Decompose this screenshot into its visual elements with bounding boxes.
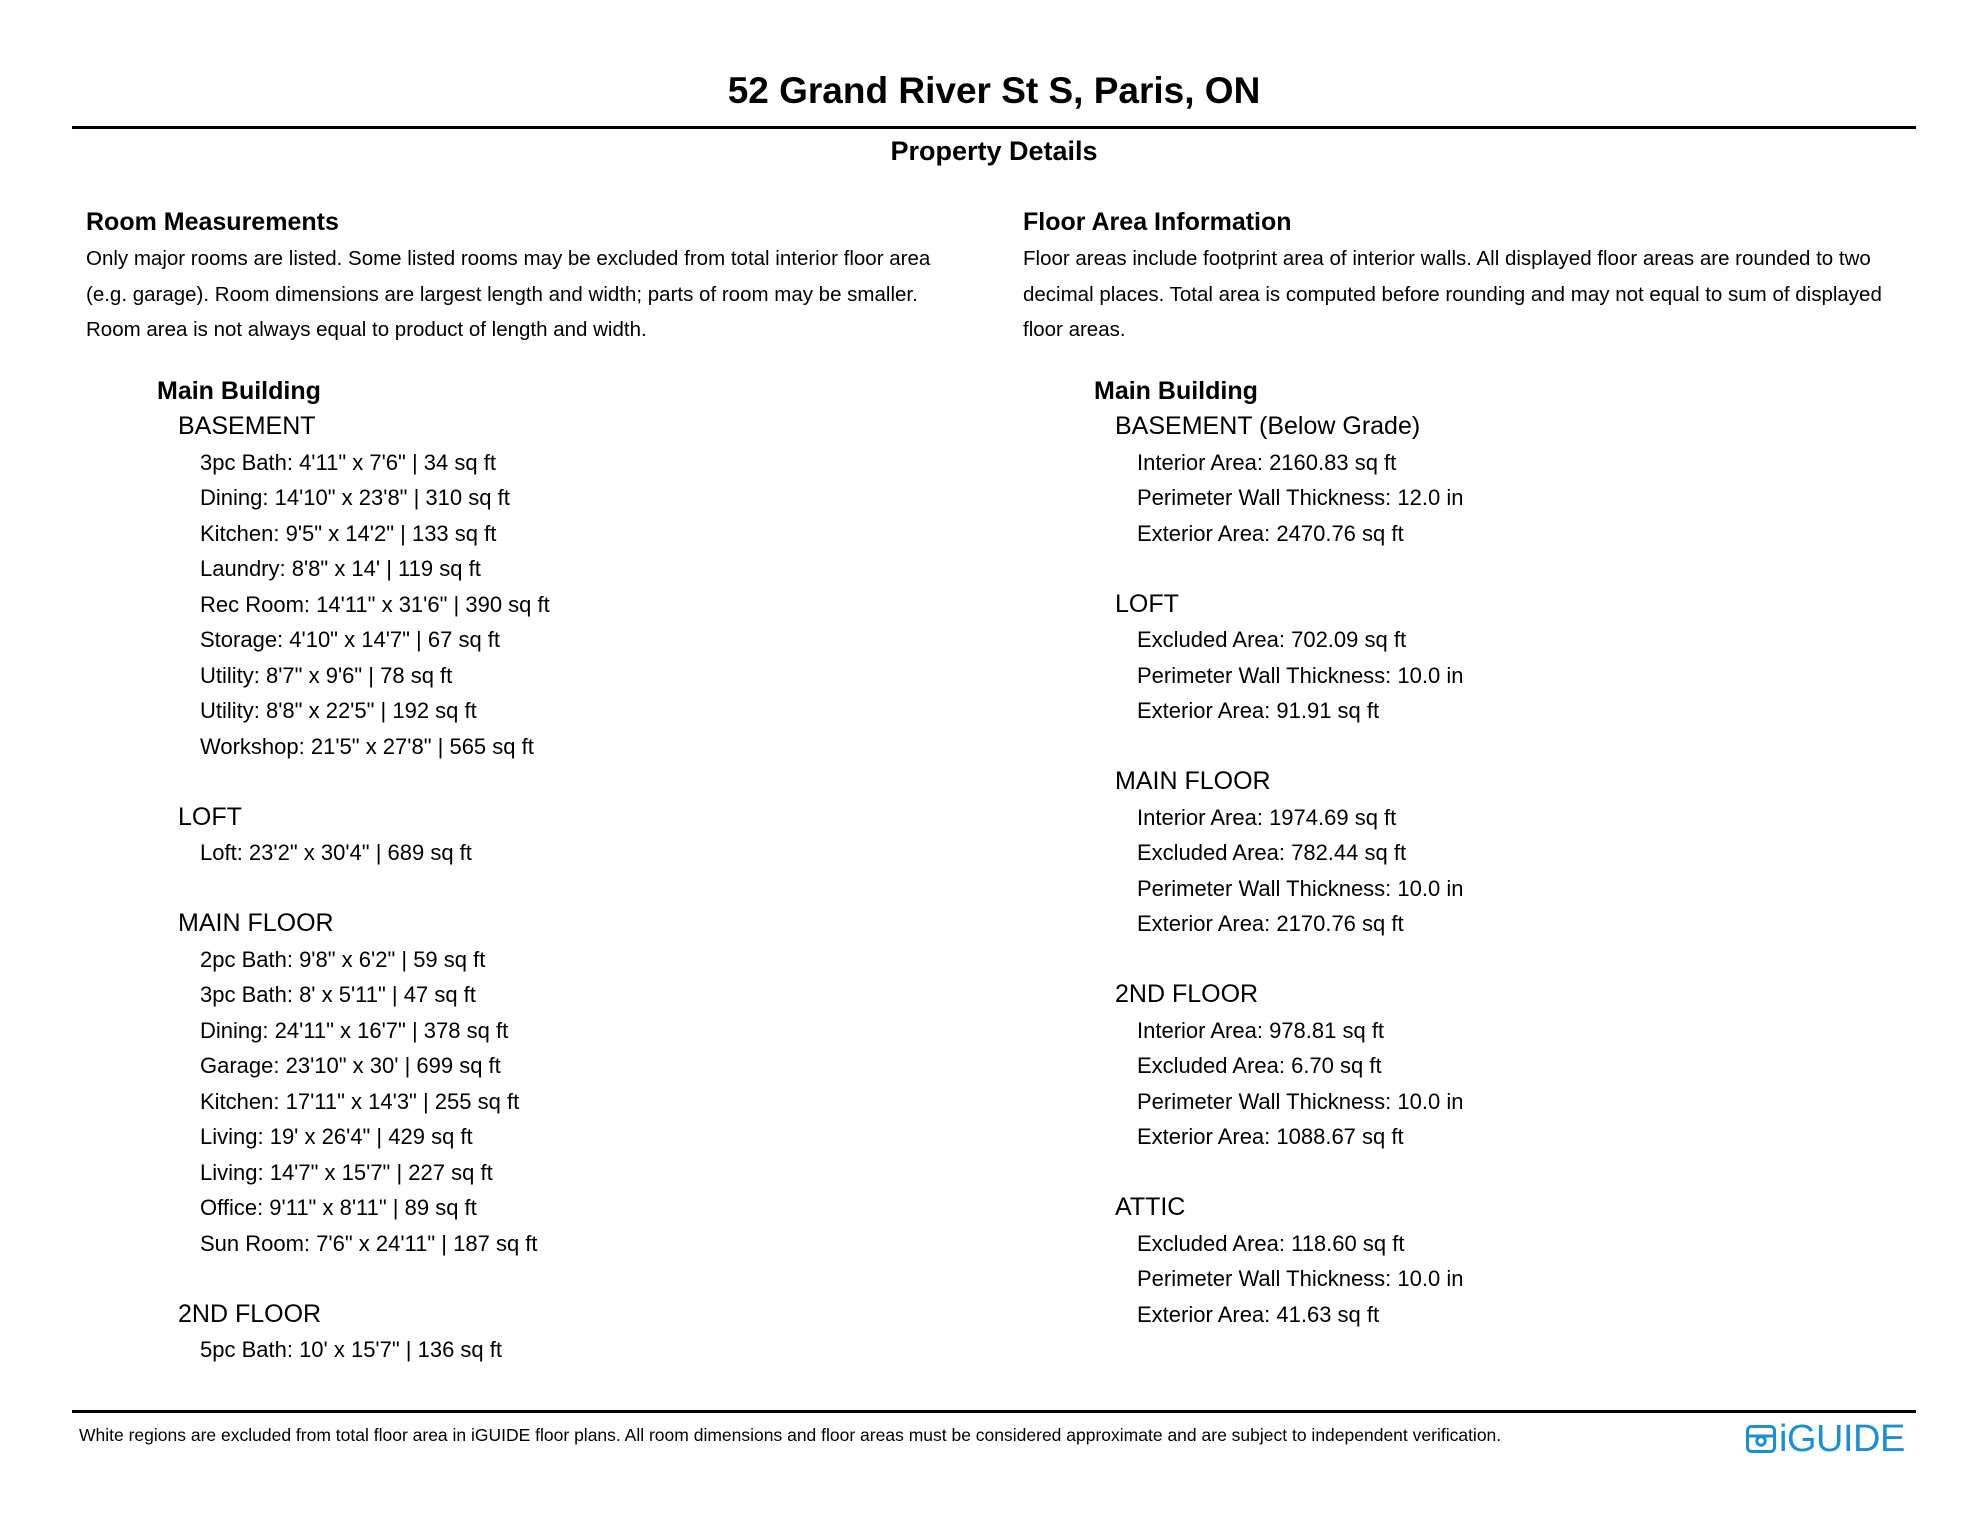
room-entry: Office: 9'11" x 8'11" | 89 sq ft	[200, 1195, 477, 1220]
floor-title: 2ND FLOOR	[178, 1299, 322, 1328]
room-measurements-heading: Room Measurements	[86, 208, 339, 236]
description-line: Room area is not always equal to product of length and width.	[86, 318, 647, 341]
area-entry: Perimeter Wall Thickness: 12.0 in	[1137, 485, 1464, 510]
room-measurements-section	[86, 204, 986, 1368]
room-entry: Garage: 23'10" x 30' | 699 sq ft	[200, 1053, 501, 1078]
area-entry: Exterior Area: 2470.76 sq ft	[1137, 520, 1404, 546]
area-entry: Interior Area: 978.81 sq ft	[1137, 1017, 1385, 1043]
description-line: (e.g. garage). Room dimensions are largest length and width; parts of room may be smaller.	[86, 282, 918, 306]
floor-title: 2ND FLOOR	[1115, 980, 1259, 1008]
floor-group-main-floor	[178, 906, 986, 1261]
room-building	[157, 373, 986, 1368]
footer-disclaimer: White regions are excluded from total floor area in iGUIDE floor plans. All room dimensions and floor areas must be considered approximate and are subject to independent verification.	[79, 1425, 1502, 1445]
floor-area-heading: Floor Area Information	[1023, 208, 1292, 236]
building-title: Main Building	[157, 377, 321, 405]
iguide-logo	[1745, 1417, 1905, 1461]
area-group-2nd-floor	[1115, 977, 1928, 1155]
room-entry: Rec Room: 14'11" x 31'6" | 390 sq ft	[200, 591, 550, 617]
room-entry: Living: 19' x 26'4" | 429 sq ft	[200, 1124, 473, 1149]
area-entry: Perimeter Wall Thickness: 10.0 in	[1137, 1088, 1464, 1114]
room-entry: 2pc Bath: 9'8" x 6'2" | 59 sq ft	[200, 946, 486, 972]
room-entry: Storage: 4'10" x 14'7" | 67 sq ft	[200, 627, 501, 652]
area-group-main-floor	[1115, 764, 1928, 942]
floor-title: LOFT	[178, 802, 242, 831]
area-entry: Interior Area: 2160.83 sq ft	[1137, 449, 1397, 475]
area-group-loft	[1115, 587, 1928, 729]
area-entry: Perimeter Wall Thickness: 10.0 in	[1137, 1266, 1464, 1291]
area-group-basement	[1115, 409, 1928, 551]
area-entry: Exterior Area: 1088.67 sq ft	[1137, 1124, 1404, 1149]
area-entry: Exterior Area: 2170.76 sq ft	[1137, 911, 1404, 936]
area-entry: Perimeter Wall Thickness: 10.0 in	[1137, 875, 1464, 901]
floor-title: ATTIC	[1115, 1193, 1186, 1221]
room-entry: Kitchen: 9'5" x 14'2" | 133 sq ft	[200, 520, 497, 546]
building-title: Main Building	[1094, 377, 1258, 405]
floor-title: BASEMENT	[178, 412, 316, 440]
room-entry: Living: 14'7" x 15'7" | 227 sq ft	[200, 1159, 493, 1185]
header-divider	[72, 126, 1916, 129]
floor-group-loft	[178, 800, 986, 871]
footer-divider	[72, 1410, 1916, 1413]
page-title: 52 Grand River St S, Paris, ON	[727, 70, 1261, 111]
room-entry: 3pc Bath: 4'11" x 7'6" | 34 sq ft	[200, 449, 496, 475]
page-subtitle: Property Details	[890, 136, 1098, 166]
floor-area-section	[1023, 204, 1928, 1332]
area-entry: Excluded Area: 6.70 sq ft	[1137, 1053, 1382, 1078]
area-building	[1094, 373, 1928, 1332]
floor-title: BASEMENT (Below Grade)	[1115, 412, 1421, 440]
floor-title: MAIN FLOOR	[1115, 767, 1271, 795]
area-entry: Exterior Area: 91.91 sq ft	[1137, 698, 1380, 723]
room-entry: Loft: 23'2" x 30'4" | 689 sq ft	[200, 840, 472, 865]
description-line: decimal places. Total area is computed before rounding and may not equal to sum of displayed	[1023, 282, 1882, 306]
area-entry: Excluded Area: 702.09 sq ft	[1137, 627, 1407, 652]
floor-group-2nd-floor	[178, 1297, 986, 1368]
logo-text: iGUIDE	[1779, 1418, 1905, 1460]
area-entry: Exterior Area: 41.63 sq ft	[1137, 1301, 1380, 1327]
area-entry: Excluded Area: 118.60 sq ft	[1137, 1230, 1405, 1256]
room-entry: Sun Room: 7'6" x 24'11" | 187 sq ft	[200, 1230, 538, 1256]
description-line: Floor areas include footprint area of interior walls. All displayed floor areas are rounded to two	[1023, 247, 1871, 270]
floor-title: MAIN FLOOR	[178, 909, 334, 937]
floor-title: LOFT	[1115, 589, 1179, 618]
room-entry: 3pc Bath: 8' x 5'11" | 47 sq ft	[200, 982, 476, 1007]
area-entry: Excluded Area: 782.44 sq ft	[1137, 840, 1407, 865]
room-entry: Dining: 14'10" x 23'8" | 310 sq ft	[200, 485, 510, 510]
description-line: floor areas.	[1023, 318, 1126, 341]
room-entry: Utility: 8'8" x 22'5" | 192 sq ft	[200, 698, 477, 723]
room-measurements-description	[86, 241, 986, 348]
room-entry: Dining: 24'11" x 16'7" | 378 sq ft	[200, 1017, 509, 1043]
room-entry: Workshop: 21'5" x 27'8" | 565 sq ft	[200, 733, 534, 759]
area-entry: Perimeter Wall Thickness: 10.0 in	[1137, 662, 1464, 688]
area-entry: Interior Area: 1974.69 sq ft	[1137, 804, 1397, 830]
floor-group-basement	[178, 409, 986, 764]
room-entry: Kitchen: 17'11" x 14'3" | 255 sq ft	[200, 1088, 520, 1114]
floor-area-description	[1023, 241, 1928, 348]
iguide-camera-icon	[1745, 1423, 1777, 1455]
room-entry: Laundry: 8'8" x 14' | 119 sq ft	[200, 556, 481, 581]
area-group-attic	[1115, 1190, 1928, 1332]
room-entry: Utility: 8'7" x 9'6" | 78 sq ft	[200, 662, 453, 688]
room-entry: 5pc Bath: 10' x 15'7" | 136 sq ft	[200, 1337, 503, 1362]
description-line: Only major rooms are listed. Some listed rooms may be excluded from total interior floor area	[86, 247, 931, 270]
